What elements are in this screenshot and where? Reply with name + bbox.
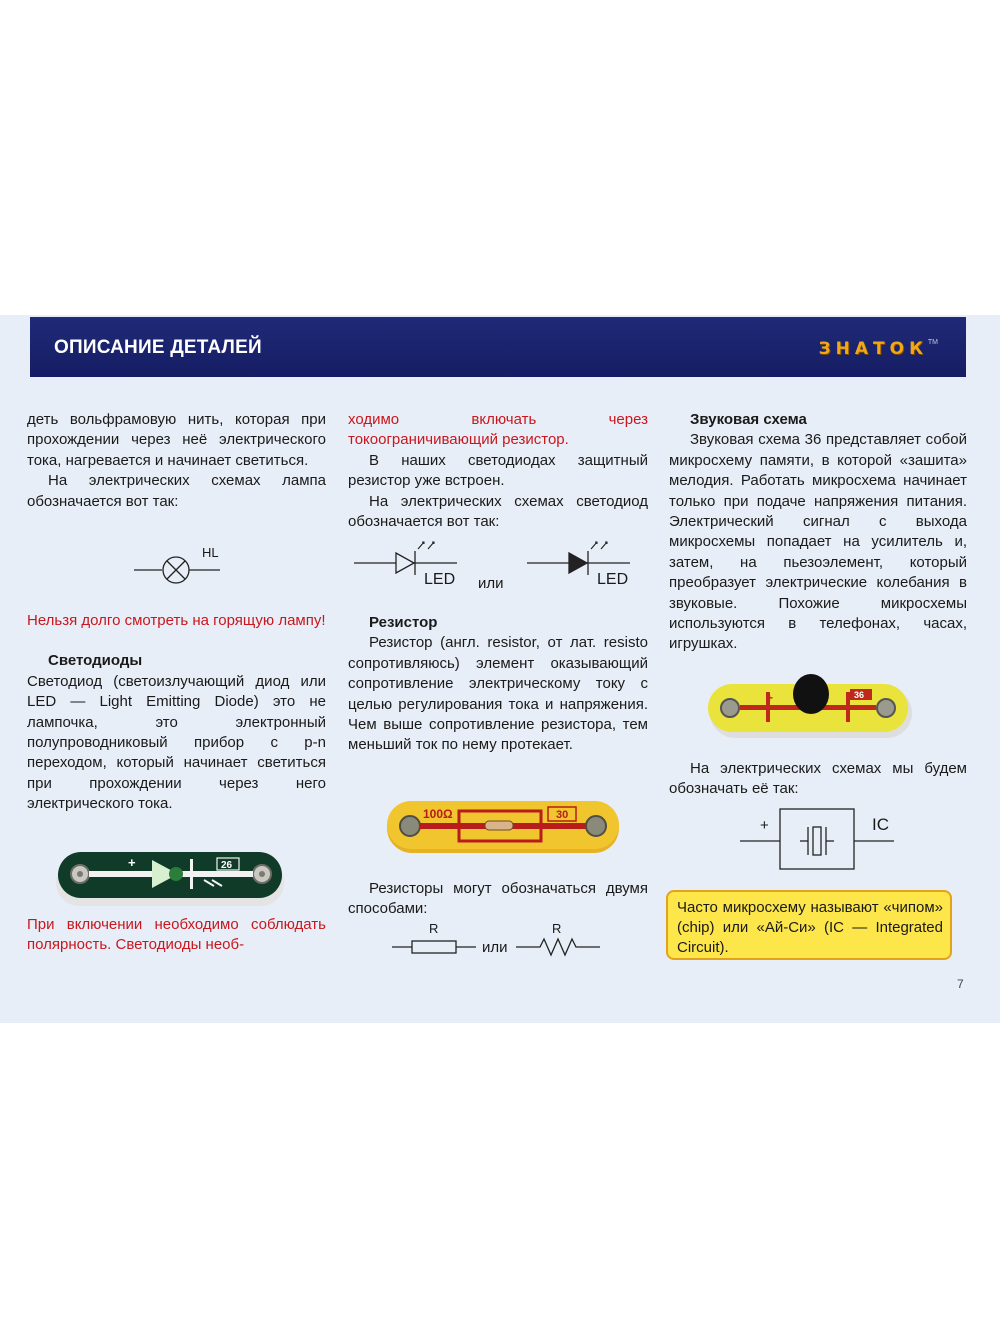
page-number: 7	[957, 977, 964, 991]
section-title: ОПИСАНИЕ ДЕТАЛЕЙ	[54, 337, 262, 358]
column-2	[348, 410, 648, 532]
column-2-bottom	[348, 879, 648, 920]
paragraph: Резистор (англ. resistor, от лат. resisto сопротивляюсь) элемент оказывающий сопротивление электрическому току с целью регулирования тока и напряжения. Чем выше сопротивление резистора, тем меньший ток по нему протекает.	[348, 634, 648, 754]
paragraph: Светодиод (светоизлучающий диод или LED — Light Emitting Diode) это не лампочка, это электронный полупроводниковый прибор с p-n переходом, который начинает светиться при прохождении через него электрического тока.	[27, 672, 326, 813]
led-module-plus: +	[128, 855, 136, 870]
paragraph: На электрических схемах мы будем обозначать её так:	[669, 760, 967, 798]
resistor-rect-symbol-icon	[390, 933, 480, 957]
column-1	[27, 410, 326, 512]
led-label-2: LED	[597, 571, 629, 588]
brand-logo: ЗНАТОК	[818, 339, 928, 359]
led-module-number: 26	[221, 860, 233, 871]
paragraph: Звуковая схема 36 представляет собой микросхему памяти, в которой «зашита» мелодия. Работать микросхема начинает только при подаче напряжения питания. Электрический сигнал с выхода микросхемы попадает на усилитель и, затем, на пьезоэлемент, который преобразует электрические колебания в звуковые. Похожие микросхемы используются в телефонах, часах, игрушках.	[669, 431, 967, 653]
paragraph: На электрических схемах лампа обозначается вот так:	[27, 472, 326, 510]
polarity-text: При включении необходимо соблюдать полярность. Светодиоды необ-	[27, 916, 326, 954]
header-bar	[30, 317, 966, 377]
resistor-module-image	[385, 799, 621, 857]
ic-module-number: 36	[854, 690, 865, 700]
resistor-zigzag-symbol-icon	[514, 933, 602, 957]
resistor-heading: Резистор	[369, 614, 438, 631]
sound-heading: Звуковая схема	[690, 411, 807, 428]
led-heading: Светодиоды	[48, 652, 143, 670]
paragraph: деть вольфрамовую нить, которая при прохождении через неё электрического тока, нагревается и начинает светиться.	[27, 411, 326, 469]
ic-plus-label: +	[760, 817, 769, 834]
chip-note-box: Часто микросхему называют «чипом» (chip) или «Ай-Си» (IC — Integrated Circuit).	[666, 890, 952, 960]
led-label-1: LED	[424, 571, 456, 588]
column-2-lower	[348, 613, 648, 756]
or-text-2: или	[482, 939, 508, 956]
lamp-label: HL	[202, 545, 219, 560]
column-1-lower	[27, 611, 326, 815]
led-module-image	[56, 850, 286, 908]
column-3	[669, 410, 967, 655]
ic-module-image	[706, 672, 914, 742]
manual-page	[0, 315, 1000, 1023]
ic-module-plus: +	[766, 691, 774, 705]
warning-text: Нельзя долго смотреть на горящую лампу!	[27, 612, 326, 629]
paragraph: ходимо включать через токоограничивающий резистор.	[348, 411, 648, 449]
resistor-module-number: 30	[556, 809, 569, 821]
column-1-bottom	[27, 915, 326, 956]
paragraph: В наших светодиодах защитный резистор уже встроен.	[348, 451, 648, 490]
resistor-label-2: R	[552, 921, 562, 936]
trademark-mark: TM	[927, 339, 938, 346]
ic-label: IC	[872, 815, 889, 834]
or-text: или	[478, 575, 504, 592]
paragraph: Резисторы могут обозначаться двумя способами:	[348, 880, 648, 918]
resistor-module-value: 100Ω	[423, 807, 453, 821]
column-3-lower	[669, 759, 967, 800]
resistor-label-1: R	[429, 921, 439, 936]
paragraph: На электрических схемах светодиод обозначается вот так:	[348, 492, 648, 531]
